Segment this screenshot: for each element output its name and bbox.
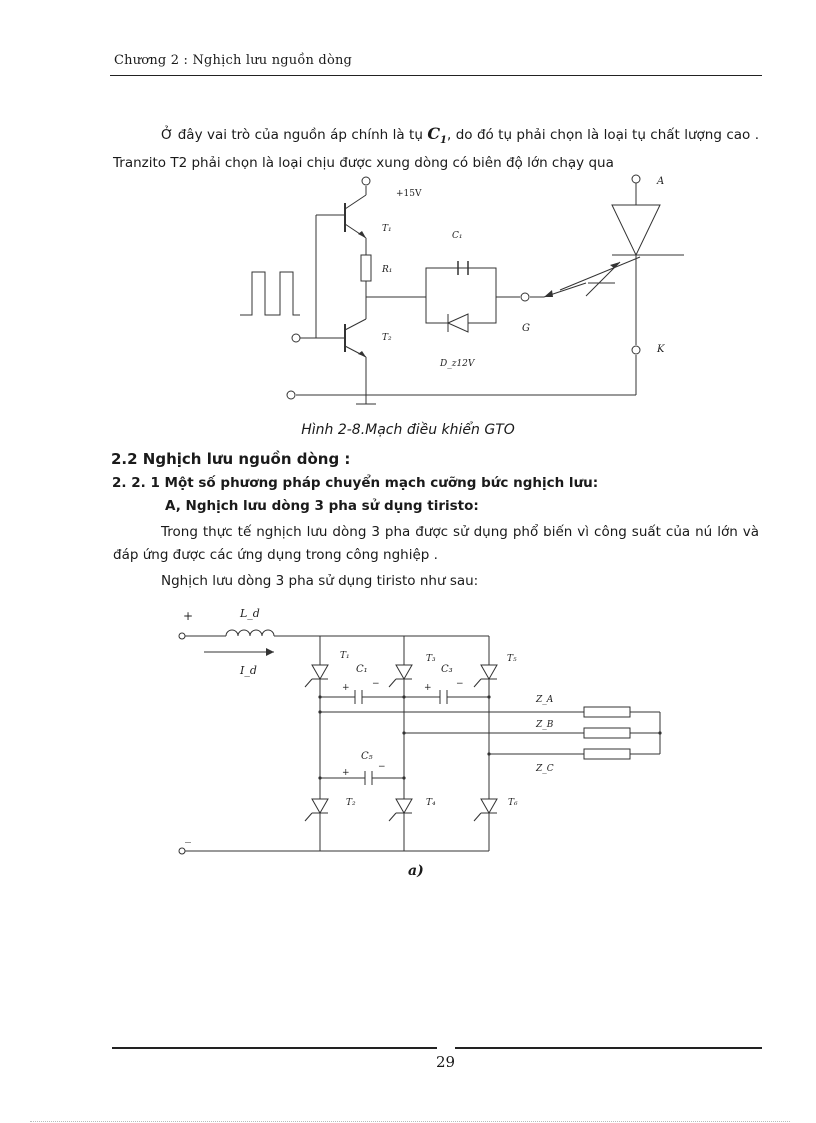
label-t2: T₂	[346, 798, 356, 808]
label-zc: Z_C	[536, 764, 554, 774]
intro-text-before: Ở đây vai trò của nguồn áp chính là tụ	[161, 127, 428, 143]
label-t1: T₁	[382, 224, 392, 234]
capacitor-symbol: $C_1$	[427, 124, 448, 147]
label-c3: C₃	[441, 664, 453, 675]
label-za: Z_A	[536, 695, 554, 705]
label-c3-plus: +	[424, 683, 432, 693]
label-plus: +	[183, 609, 194, 623]
practice-paragraph: Trong thực tế nghịch lưu dòng 3 pha được sử dụng phổ biến vì công suất của nú lớn và đáp ứng được các ứng dụng trong công nghiệp .	[113, 524, 759, 563]
page-number: 29	[436, 1053, 456, 1071]
footer-rule-right	[455, 1047, 762, 1049]
label-ld: L_d	[240, 607, 260, 620]
load-za	[584, 707, 630, 717]
label-c1-minus: −	[372, 679, 380, 689]
label-t1: T₁	[340, 651, 350, 661]
label-r1: R₁	[382, 265, 393, 275]
label-t5: T₅	[507, 654, 517, 664]
section-heading-2-2-1: 2. 2. 1 Một số phương pháp chuyển mạch cưỡng bức nghịch lưu:	[112, 475, 599, 491]
figure-caption: Hình 2-8.Mạch điều khiển GTO	[301, 422, 515, 438]
load-zb	[584, 728, 630, 738]
label-c1: C₁	[356, 664, 368, 675]
section-heading-2-2: 2.2 Nghịch lưu nguồn dòng :	[111, 450, 351, 468]
label-dz: D_z12V	[440, 359, 475, 369]
label-t3: T₃	[426, 654, 436, 664]
label-c5: C₅	[361, 751, 373, 762]
label-minus: _	[185, 829, 191, 843]
label-k: K	[657, 344, 665, 355]
label-a: A	[657, 176, 665, 187]
running-header: Chương 2 : Nghịch lưu nguồn dòng	[114, 53, 353, 68]
load-zc	[584, 749, 630, 759]
label-id: I_d	[240, 664, 257, 677]
intro-text-after: , do đó tụ phải chọn là loại tụ chất lượng cao . Tranzito T2 phải chọn là loại chịu được xung dòng có biên độ lớn chạy qua	[113, 127, 759, 172]
label-zb: Z_B	[536, 720, 554, 730]
label-c1-plus: +	[342, 683, 350, 693]
footer-rule-left	[112, 1047, 437, 1049]
figure-sublabel: a)	[408, 863, 424, 879]
label-vcc: +15V	[396, 189, 422, 199]
label-c1: C₁	[452, 231, 463, 241]
label-t2: T₂	[382, 333, 392, 343]
label-g: G	[522, 323, 530, 334]
figure-intro-paragraph: Nghịch lưu dòng 3 pha sử dụng tiristo như sau:	[161, 573, 479, 589]
section-heading-a: A, Nghịch lưu dòng 3 pha sử dụng tiristo:	[165, 498, 479, 514]
label-t4: T₄	[426, 798, 436, 808]
label-c5-plus: +	[342, 768, 350, 778]
label-c3-minus: −	[456, 679, 464, 689]
label-c5-minus: −	[378, 762, 386, 772]
label-t6: T₆	[508, 798, 518, 808]
inductor-ld	[226, 630, 274, 636]
